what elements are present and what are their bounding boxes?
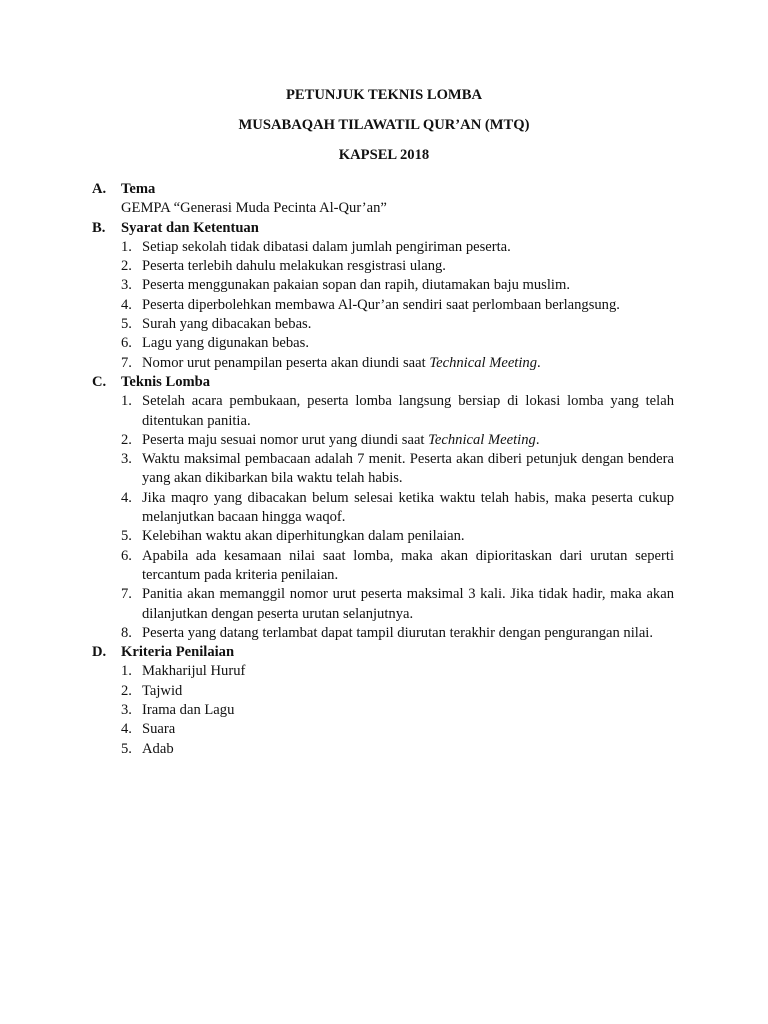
criteria-list <box>121 662 674 758</box>
section-letter: D. <box>92 644 107 661</box>
list-item <box>121 740 674 759</box>
list-item <box>121 392 674 431</box>
item-number: 3. <box>121 702 132 719</box>
section-title: Syarat dan Ketentuan <box>121 219 259 236</box>
section-heading <box>92 373 674 392</box>
section-heading <box>92 643 674 662</box>
list-item <box>121 624 674 643</box>
item-number: 6. <box>121 335 132 352</box>
item-text-suffix: . <box>535 431 540 448</box>
list-item <box>121 682 674 701</box>
theme-text: GEMPA “Generasi Muda Pecinta Al-Qur’an” <box>121 200 387 217</box>
item-italic-term: Technical Meeting <box>429 354 538 371</box>
section-letter: C. <box>92 373 107 390</box>
item-text-suffix: . <box>537 354 541 371</box>
item-text: Apabila ada kesamaan nilai saat lomba, maka akan dipioritaskan dari urutan seperti tercantum pada kriteria penilaian. <box>142 547 674 583</box>
item-text: Suara <box>142 721 176 738</box>
list-item <box>121 315 674 334</box>
list-item <box>121 238 674 257</box>
item-text: Setelah acara pembukaan, peserta lomba langsung bersiap di lokasi lomba yang telah ditentukan panitia. <box>142 393 674 429</box>
list-item <box>121 489 674 528</box>
document-body <box>92 180 674 759</box>
list-item <box>121 527 674 546</box>
list-item <box>121 257 674 276</box>
document-header <box>0 86 768 165</box>
item-text: Peserta menggunakan pakaian sopan dan rapih, diutamakan baju muslim. <box>142 277 570 294</box>
item-text-wrap <box>142 431 674 450</box>
section-title: Kriteria Penilaian <box>121 644 235 661</box>
item-number: 2. <box>121 431 132 448</box>
item-text: Makharijul Huruf <box>142 663 246 680</box>
item-text: Irama dan Lagu <box>142 702 235 719</box>
item-text: Waktu maksimal pembacaan adalah 7 menit. Peserta akan diberi petunjuk dengan bendera yang akan dikibarkan bila waktu telah habis. <box>142 451 674 487</box>
event-name: KAPSEL 2018 <box>338 147 430 163</box>
list-item <box>121 354 674 373</box>
item-number: 4. <box>121 721 132 738</box>
item-number: 7. <box>121 354 132 371</box>
item-text: Kelebihan waktu akan diperhitungkan dalam penilaian. <box>142 528 465 545</box>
item-text: Peserta yang datang terlambat dapat tampil diurutan terakhir dengan pengurangan nilai. <box>142 624 654 641</box>
item-number: 1. <box>121 238 132 255</box>
section-heading <box>92 180 674 199</box>
item-text: Surah yang dibacakan bebas. <box>142 316 312 333</box>
item-text: Lagu yang digunakan bebas. <box>142 335 309 352</box>
item-number: 1. <box>121 393 132 410</box>
item-text: Nomor urut penampilan peserta akan diundi saat <box>142 354 430 371</box>
list-item <box>121 547 674 586</box>
section-teknis-lomba <box>92 373 674 643</box>
item-italic-term: Technical Meeting <box>428 431 536 448</box>
item-number: 8. <box>121 624 132 641</box>
item-number: 3. <box>121 451 132 468</box>
list-item <box>121 585 674 624</box>
technical-list <box>121 392 674 643</box>
item-number: 2. <box>121 258 132 275</box>
list-item <box>121 701 674 720</box>
section-title: Teknis Lomba <box>121 373 211 390</box>
list-item <box>121 431 674 450</box>
item-text: Jika maqro yang dibacakan belum selesai ketika waktu telah habis, maka peserta cukup melanjutkan bacaan hingga waqof. <box>142 489 674 526</box>
item-text-wrap <box>142 354 674 373</box>
item-number: 5. <box>121 740 132 757</box>
item-text: Peserta diperbolehkan membawa Al-Qur’an sendiri saat perlombaan berlangsung. <box>142 296 620 313</box>
section-title: Tema <box>121 181 156 197</box>
section-letter: B. <box>92 219 106 236</box>
section-kriteria-penilaian <box>92 643 674 759</box>
item-text: Peserta terlebih dahulu melakukan resgistrasi ulang. <box>142 258 446 275</box>
list-item <box>121 720 674 739</box>
item-number: 7. <box>121 586 132 603</box>
item-number: 4. <box>121 296 132 313</box>
section-heading <box>92 219 674 238</box>
item-number: 2. <box>121 682 132 699</box>
document-title: PETUNJUK TEKNIS LOMBA <box>286 87 482 103</box>
section-letter: A. <box>92 181 107 197</box>
list-item <box>121 450 674 489</box>
item-number: 5. <box>121 316 132 333</box>
item-text: Tajwid <box>142 682 183 699</box>
item-text: Setiap sekolah tidak dibatasi dalam jumlah pengiriman peserta. <box>142 238 511 255</box>
item-number: 4. <box>121 489 132 506</box>
list-item <box>121 296 674 315</box>
section-syarat-ketentuan <box>92 219 674 373</box>
item-number: 1. <box>121 663 132 680</box>
list-item <box>121 334 674 353</box>
list-item <box>121 276 674 295</box>
section-tema <box>92 180 674 219</box>
item-text: Peserta maju sesuai nomor urut yang diundi saat <box>142 431 429 448</box>
item-number: 3. <box>121 277 132 294</box>
requirements-list <box>121 238 674 373</box>
item-number: 5. <box>121 528 132 545</box>
competition-name: MUSABAQAH TILAWATIL QUR’AN (MTQ) <box>238 117 530 133</box>
item-number: 6. <box>121 547 132 564</box>
item-text: Adab <box>142 740 174 757</box>
list-item <box>121 662 674 681</box>
item-text: Panitia akan memanggil nomor urut peserta maksimal 3 kali. Jika tidak hadir, maka akan dilanjutkan dengan peserta urutan selanjutnya. <box>142 586 674 622</box>
